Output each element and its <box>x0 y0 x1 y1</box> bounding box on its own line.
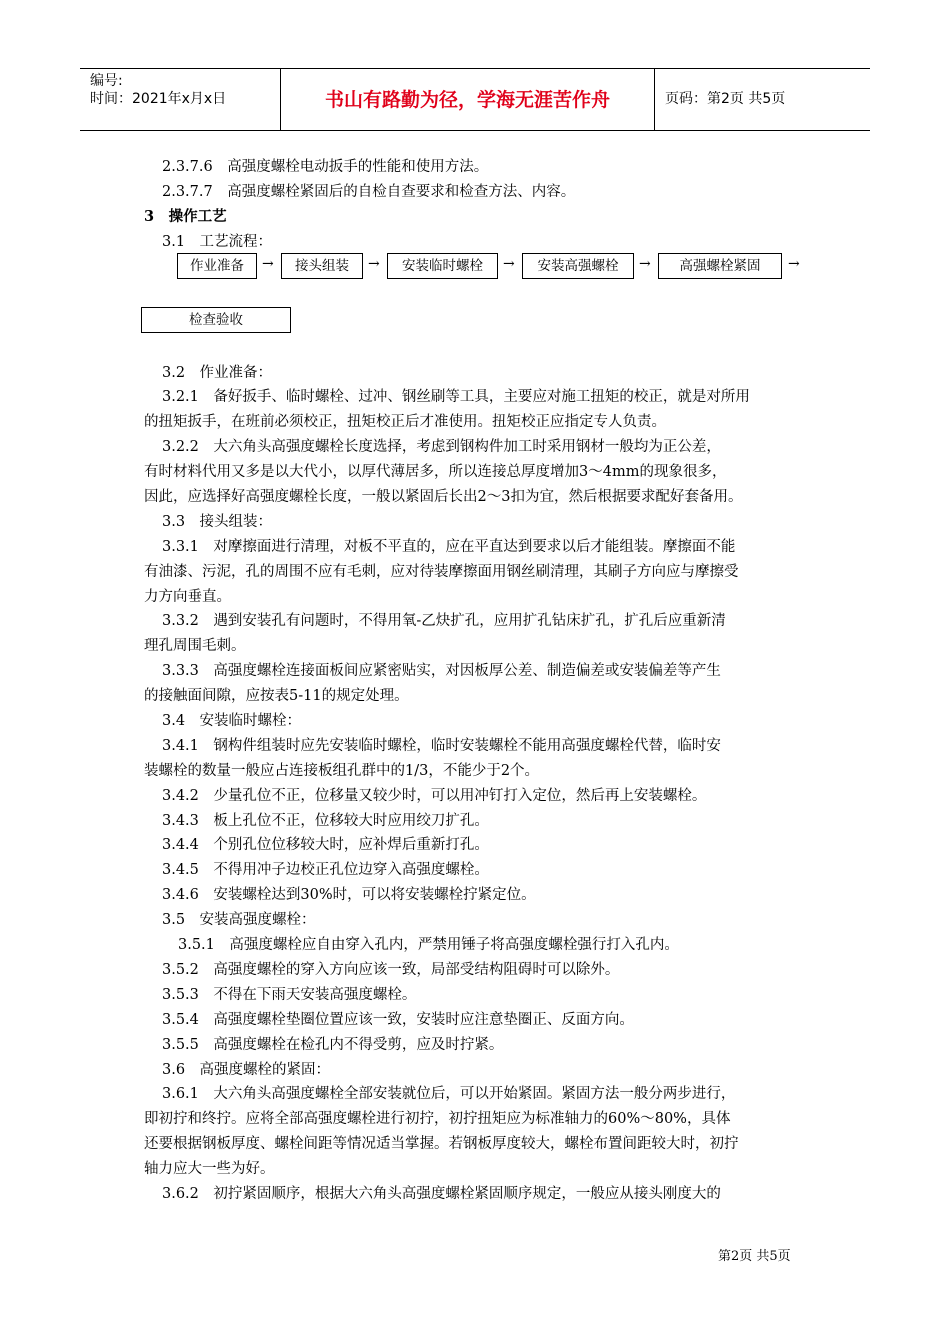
paragraph-line: 理孔周围毛刺。 <box>144 638 246 654</box>
paragraph-line: 3.6.2 初拧紧固顺序，根据大六角头高强度螺栓紧固顺序规定，一般应从接头刚度大的 <box>162 1186 721 1202</box>
paragraph-line: 2.3.7.6 高强度螺栓电动扳手的性能和使用方法。 <box>162 159 489 175</box>
flow-step-box: 安装临时螺栓 <box>387 253 498 279</box>
header-motto-cell <box>281 69 655 130</box>
motto-text: 书山有路勤为径，学海无涯苦作舟 <box>324 89 610 111</box>
flow-step-box: 安装高强螺栓 <box>522 253 634 279</box>
paragraph-line: 还要根据钢板厚度、螺栓间距等情况适当掌握。若钢板厚度较大，螺栓布置间距较大时，初拧 <box>144 1136 739 1152</box>
paragraph-line: 力方向垂直。 <box>144 589 231 605</box>
flow-step-box-final: 检查验收 <box>141 307 291 333</box>
paragraph-line: 3.3.1 对摩擦面进行清理，对板不平直的，应在平直达到要求以后才能组装。摩擦面不能 <box>162 539 736 555</box>
document-number-label: 编号: <box>90 73 123 89</box>
page-number-label: 页码：第2页 共5页 <box>665 91 786 107</box>
flow-arrow: → <box>262 256 274 272</box>
paragraph-line: 的扭矩扳手，在班前必须校正，扭矩校正后才准使用。扭矩校正应指定专人负责。 <box>144 414 666 430</box>
subsection-heading: 3.1 工艺流程： <box>162 234 273 250</box>
paragraph-line: 3.6.1 大六角头高强度螺栓全部安装就位后，可以开始紧固。紧固方法一般分两步进行， <box>162 1086 736 1102</box>
flow-step-box: 高强螺栓紧固 <box>658 253 782 279</box>
paragraph-line: 3.3.2 遇到安装孔有问题时，不得用氧-乙炔扩孔，应用扩孔钻床扩孔，扩孔后应重新清 <box>162 613 726 629</box>
paragraph-line: 即初拧和终拧。应将全部高强度螺栓进行初拧，初拧扭矩应为标准轴力的60%～80%，具体 <box>144 1111 731 1127</box>
paragraph-line: 有油漆、污泥，孔的周围不应有毛刺，应对待装摩擦面用钢丝刷清理，其刷子方向应与摩擦受 <box>144 564 739 580</box>
subsection-heading: 3.4 安装临时螺栓： <box>162 713 302 729</box>
paragraph-line: 3.5.2 高强度螺栓的穿入方向应该一致，局部受结构阻碍时可以除外。 <box>162 962 620 978</box>
paragraph-line: 2.3.7.7 高强度螺栓紧固后的自检自查要求和检查方法、内容。 <box>162 184 576 200</box>
subsection-heading: 3.3 接头组装： <box>162 514 273 530</box>
page-header <box>80 68 870 131</box>
paragraph-line: 装螺栓的数量一般应占连接板组孔群中的1/3，不能少于2个。 <box>144 763 540 779</box>
header-info-cell <box>80 69 281 130</box>
paragraph-line: 3.5.4 高强度螺栓垫圈位置应该一致，安装时应注意垫圈正、反面方向。 <box>162 1012 634 1028</box>
flow-arrow: → <box>788 256 800 272</box>
paragraph-line: 3.5.1 高强度螺栓应自由穿入孔内，严禁用锤子将高强度螺栓强行打入孔内。 <box>178 937 679 953</box>
paragraph-line: 3.5.5 高强度螺栓在检孔内不得受剪，应及时拧紧。 <box>162 1037 504 1053</box>
subsection-heading: 3.5 安装高强度螺栓： <box>162 912 316 928</box>
flow-arrow: → <box>503 256 515 272</box>
date-label: 时间：2021年x月x日 <box>90 91 227 107</box>
paragraph-line: 3.4.4 个别孔位位移较大时，应补焊后重新打孔。 <box>162 837 489 853</box>
page-footer: 第2页 共5页 <box>718 1249 791 1264</box>
flow-arrow: → <box>368 256 380 272</box>
paragraph-line: 3.5.3 不得在下雨天安装高强度螺栓。 <box>162 987 417 1003</box>
paragraph-line: 3.4.3 板上孔位不正，位移较大时应用绞刀扩孔。 <box>162 813 489 829</box>
subsection-heading: 3.2 作业准备： <box>162 365 273 381</box>
paragraph-line: 3.2.2 大六角头高强度螺栓长度选择，考虑到钢构件加工时采用钢材一般均为正公差， <box>162 439 721 455</box>
section-heading: 3 操作工艺 <box>144 208 227 225</box>
flow-arrow: → <box>639 256 651 272</box>
paragraph-line: 的接触面间隙，应按表5-11的规定处理。 <box>144 688 409 704</box>
flow-step-box: 作业准备 <box>177 253 257 279</box>
paragraph-line: 因此，应选择好高强度螺栓长度，一般以紧固后长出2～3扣为宜，然后根据要求配好套备用。 <box>144 489 743 505</box>
paragraph-line: 3.3.3 高强度螺栓连接面板间应紧密贴实，对因板厚公差、制造偏差或安装偏差等产生 <box>162 663 721 679</box>
paragraph-line: 3.2.1 备好扳手、临时螺栓、过冲、钢丝刷等工具，主要应对施工扭矩的校正，就是对所用 <box>162 389 750 405</box>
paragraph-line: 3.4.5 不得用冲子边校正孔位边穿入高强度螺栓。 <box>162 862 489 878</box>
paragraph-line: 3.4.1 钢构件组装时应先安装临时螺栓，临时安装螺栓不能用高强度螺栓代替，临时安 <box>162 738 721 754</box>
paragraph-line: 有时材料代用又多是以大代小，以厚代薄居多，所以连接总厚度增加3～4mm的现象很多， <box>144 464 727 480</box>
paragraph-line: 轴力应大一些为好。 <box>144 1161 275 1177</box>
header-page-cell <box>655 69 870 130</box>
paragraph-line: 3.4.6 安装螺栓达到30%时，可以将安装螺栓拧紧定位。 <box>162 887 536 903</box>
paragraph-line: 3.4.2 少量孔位不正，位移量又较少时，可以用冲钉打入定位，然后再上安装螺栓。 <box>162 788 707 804</box>
subsection-heading: 3.6 高强度螺栓的紧固： <box>162 1062 331 1078</box>
flow-step-box: 接头组装 <box>281 253 363 279</box>
